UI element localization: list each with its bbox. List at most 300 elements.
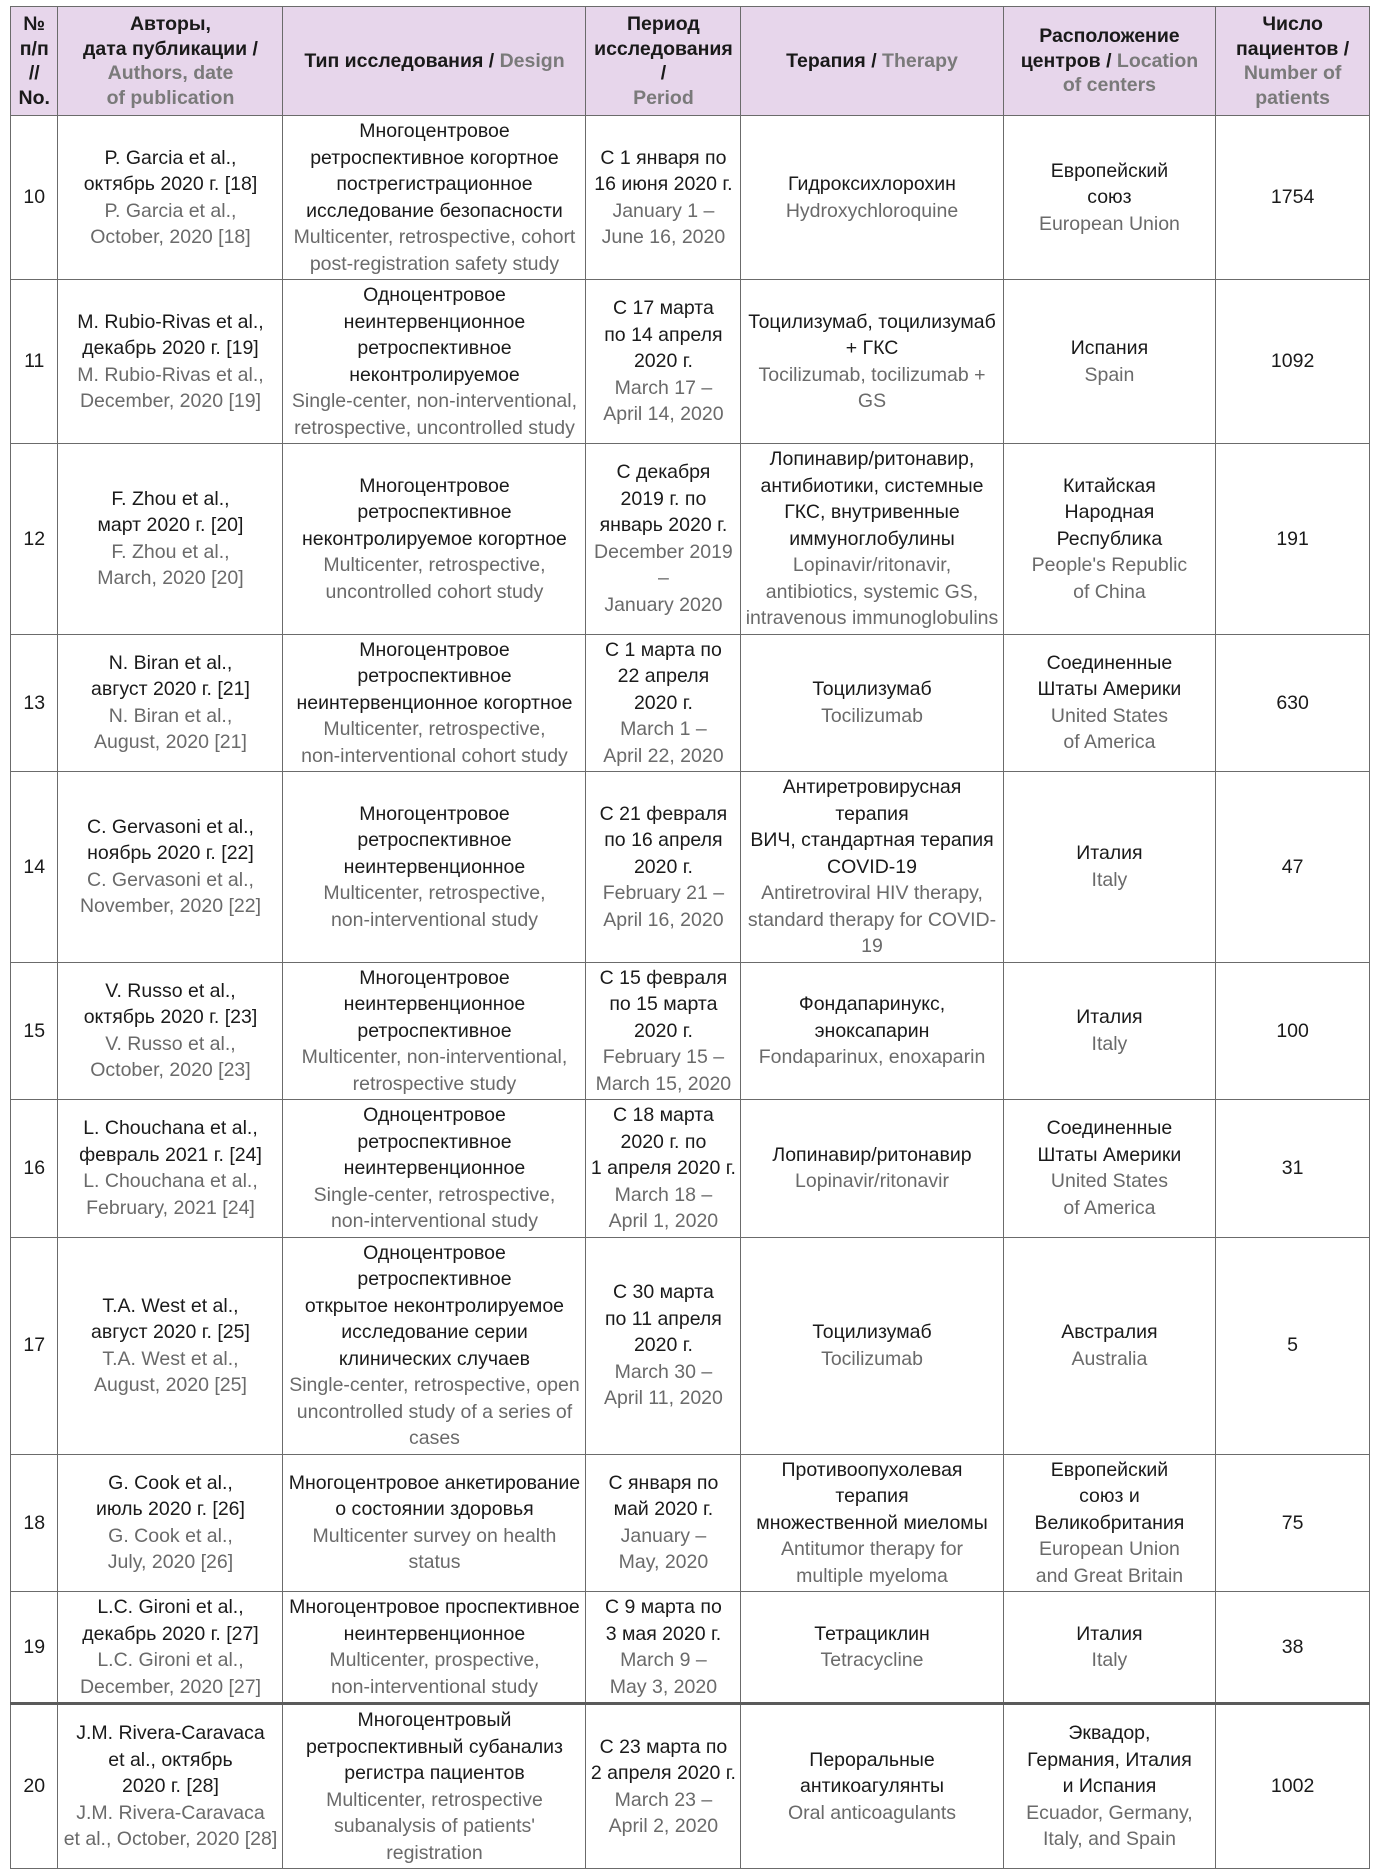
cell-design: [283, 116, 586, 280]
cell-patients-value: 47: [1281, 855, 1304, 878]
cell-patients: [1216, 444, 1370, 635]
cell-no-value: 13: [23, 691, 46, 714]
cell-patients: [1216, 1592, 1370, 1704]
cell-authors-en-line: L.C. Gironi et al.,: [97, 1649, 244, 1671]
cell-therapy-ru-line: иммуноглобулины: [789, 527, 955, 550]
cell-location: [1003, 1454, 1216, 1592]
header-design-ru: Тип исследования /: [304, 49, 495, 72]
cell-period-ru-line: 16 июня 2020 г.: [594, 173, 733, 195]
cell-location-ru-line: Испания: [1070, 337, 1149, 359]
cell-therapy-ru-line: Тоцилизумаб: [812, 1321, 932, 1343]
cell-therapy-ru-line: Фондапаринукс,: [798, 993, 946, 1015]
cell-location-en-line: Australia: [1071, 1347, 1148, 1370]
cell-location: [1003, 1100, 1216, 1238]
cell-period-en-line: April 22, 2020: [603, 744, 724, 767]
cell-authors-ru-line: L.C. Gironi et al.,: [97, 1596, 244, 1618]
cell-authors: [58, 962, 283, 1100]
cell-therapy-en-line: Tocilizumab, tocilizumab + GS: [758, 363, 986, 412]
cell-period-ru-line: 2020 г.: [633, 1019, 693, 1042]
cell-authors-en-line: July, 2020 [26]: [107, 1551, 234, 1574]
cell-authors-en-line: N. Biran et al.,: [108, 704, 233, 727]
cell-patients: [1216, 962, 1370, 1100]
table-row: [11, 280, 1370, 444]
cell-no-value: 20: [23, 1775, 46, 1798]
cell-authors-ru-line: L. Chouchana et al.,: [83, 1117, 258, 1140]
cell-authors-ru-line: август 2020 г. [25]: [91, 1321, 250, 1343]
cell-period-ru-line: С 30 марта: [612, 1281, 714, 1304]
cell-design-en-line: uncontrolled cohort study: [325, 580, 544, 603]
cell-design-ru-line: ретроспективное: [357, 501, 512, 523]
cell-therapy: [741, 1237, 1003, 1454]
cell-period-ru-line: С 23 марта по: [599, 1735, 728, 1758]
cell-period-en-line: March 23 –: [614, 1788, 713, 1811]
cell-therapy-en-line: antibiotics, systemic GS,: [765, 580, 979, 603]
cell-design-en-line: retrospective study: [352, 1072, 517, 1095]
cell-design-ru-line: клинических случаев: [338, 1347, 531, 1370]
table-row: [11, 116, 1370, 280]
table-row: [11, 1592, 1370, 1704]
cell-no: [11, 1592, 58, 1704]
cell-patients: [1216, 634, 1370, 772]
cell-location: [1003, 1592, 1216, 1704]
cell-therapy: [741, 1592, 1003, 1704]
cell-patients: [1216, 116, 1370, 280]
cell-design-en-line: Single-center, retrospective,: [313, 1183, 556, 1206]
cell-authors-en-line: V. Russo et al.,: [105, 1032, 236, 1055]
cell-location: [1003, 634, 1216, 772]
cell-period-ru-line: С 1 марта по: [605, 638, 722, 661]
cell-authors: [58, 1237, 283, 1454]
cell-period-en-line: February 15 –: [602, 1046, 725, 1068]
cell-location-ru-line: Китайская: [1063, 474, 1156, 497]
cell-period-ru-line: 2020 г.: [633, 350, 693, 373]
header-authors-ru: дата публикации /: [82, 37, 258, 60]
cell-no-value: 11: [24, 350, 45, 373]
cell-location-en-line: and Great Britain: [1035, 1564, 1184, 1587]
header-design: [283, 7, 586, 116]
cell-patients-value: 630: [1276, 691, 1309, 714]
cell-location-ru-line: Штаты Америки: [1037, 678, 1182, 701]
cell-authors-en-line: August, 2020 [21]: [94, 731, 247, 754]
cell-patients: [1216, 1454, 1370, 1592]
cell-authors-ru-line: M. Rubio-Rivas et al.,: [77, 310, 264, 333]
cell-location-en-line: People's Republic: [1031, 554, 1188, 576]
cell-design-ru-line: пострегистрационное: [336, 173, 533, 195]
cell-authors-en-line: G. Cook et al.,: [108, 1524, 233, 1547]
cell-patients-value: 75: [1281, 1511, 1304, 1534]
cell-no-value: 17: [23, 1334, 46, 1357]
cell-no: [11, 1454, 58, 1592]
cell-period-en-line: January 1 –: [612, 199, 715, 222]
cell-patients-value: 100: [1276, 1019, 1309, 1042]
cell-therapy-en-line: Fondaparinux, enoxaparin: [758, 1046, 986, 1068]
cell-design-en-line: uncontrolled study of a series of: [296, 1400, 573, 1423]
cell-design-ru-line: ретроспективное когортное: [310, 146, 559, 169]
cell-design-en-line: Single-center, retrospective, open: [289, 1374, 580, 1396]
cell-no-value: 10: [23, 186, 46, 209]
table-header: [11, 7, 1370, 116]
cell-design-en-line: cases: [408, 1427, 460, 1449]
cell-authors-ru-line: C. Gervasoni et al.,: [87, 815, 254, 838]
cell-period-ru-line: С 21 февраля: [599, 802, 728, 825]
header-location-ru: центров /: [1020, 49, 1112, 72]
cell-authors-en-line: J.M. Rivera-Caravaca: [76, 1801, 265, 1824]
cell-location-ru-line: Европейский: [1050, 1458, 1169, 1481]
header-period: [586, 7, 741, 116]
cell-authors-ru-line: июль 2020 г. [26]: [96, 1498, 245, 1521]
cell-period-ru-line: 2 апреля 2020 г.: [590, 1762, 736, 1784]
cell-location-en-line: Ecuador, Germany,: [1026, 1801, 1193, 1824]
header-no-ru: №: [23, 13, 46, 35]
cell-location-ru-line: Народная: [1064, 501, 1155, 523]
table-body: [11, 116, 1370, 1869]
cell-location-ru-line: Италия: [1076, 1622, 1143, 1645]
cell-design-ru-line: регистра пациентов: [344, 1762, 525, 1784]
cell-location-en-line: Italy, and Spain: [1042, 1828, 1176, 1851]
cell-therapy-ru-line: Тоцилизумаб: [812, 678, 932, 701]
cell-period-en-line: May 3, 2020: [609, 1675, 718, 1698]
cell-no: [11, 444, 58, 635]
cell-period: [586, 772, 741, 963]
header-period-ru: Период: [627, 13, 700, 35]
cell-design-ru-line: Многоцентровое: [359, 966, 510, 989]
cell-authors: [58, 1454, 283, 1592]
cell-authors-en-line: March, 2020 [20]: [97, 567, 244, 590]
cell-therapy-en-line: Hydroxychloroquine: [785, 199, 959, 222]
cell-therapy-ru-line: Тоцилизумаб, тоцилизумаб: [748, 310, 996, 333]
cell-therapy-ru-line: антикоагулянты: [800, 1775, 944, 1798]
header-authors-en: Authors, date: [107, 62, 234, 84]
cell-period-en-line: April 16, 2020: [603, 908, 724, 931]
cell-authors: [58, 1704, 283, 1869]
cell-location-en-line: Italy: [1091, 868, 1128, 891]
cell-patients-value: 31: [1281, 1157, 1304, 1179]
cell-no: [11, 634, 58, 772]
cell-authors-ru-line: март 2020 г. [20]: [97, 514, 244, 537]
cell-therapy-en-line: Oral anticoagulants: [787, 1801, 957, 1824]
cell-authors-en-line: December, 2020 [27]: [79, 1675, 261, 1698]
cell-period-ru-line: С 1 января по: [600, 146, 727, 169]
cell-period: [586, 634, 741, 772]
header-location-en: of centers: [1062, 74, 1157, 97]
cell-therapy-ru-line: Пероральные: [809, 1748, 935, 1771]
cell-therapy: [741, 444, 1003, 635]
cell-authors-en-line: October, 2020 [18]: [90, 226, 251, 248]
cell-patients: [1216, 1237, 1370, 1454]
cell-authors-ru-line: T.A. West et al.,: [102, 1294, 239, 1317]
cell-therapy-ru-line: ГКС, внутривенные: [784, 501, 960, 523]
cell-no: [11, 280, 58, 444]
cell-therapy-ru-line: эноксапарин: [814, 1019, 930, 1042]
cell-period-ru-line: С 9 марта по: [605, 1596, 722, 1618]
cell-patients-value: 5: [1287, 1334, 1299, 1357]
cell-design-ru-line: Многоцентровое: [359, 474, 510, 497]
cell-authors-ru-line: февраль 2021 г. [24]: [79, 1143, 262, 1166]
cell-authors-ru-line: октябрь 2020 г. [18]: [83, 173, 258, 195]
cell-authors-en-line: L. Chouchana et al.,: [83, 1170, 258, 1193]
cell-period-en-line: April 14, 2020: [603, 403, 724, 426]
cell-design-en-line: Multicenter, prospective,: [329, 1649, 540, 1671]
cell-design-ru-line: ретроспективное: [357, 1019, 512, 1042]
cell-location-ru-line: Европейский: [1050, 159, 1169, 182]
cell-location-en-line: Spain: [1084, 363, 1135, 386]
cell-period-en-line: March 15, 2020: [595, 1072, 732, 1095]
cell-no-value: 15: [23, 1019, 46, 1042]
header-period-ru: исследования /: [594, 37, 733, 84]
cell-location-ru-line: союз: [1087, 186, 1132, 209]
cell-design-ru-line: неинтервенционное: [343, 1622, 526, 1645]
cell-no: [11, 962, 58, 1100]
cell-authors-ru-line: 2020 г. [28]: [122, 1775, 219, 1798]
cell-design-ru-line: неинтервенционное когортное: [296, 691, 573, 714]
cell-design-ru-line: Одноцентровое ретроспективное: [357, 1104, 512, 1153]
cell-location: [1003, 116, 1216, 280]
cell-design-en-line: subanalysis of patients' registration: [333, 1815, 535, 1864]
cell-authors-ru-line: ноябрь 2020 г. [22]: [87, 842, 254, 865]
cell-period: [586, 1100, 741, 1238]
cell-therapy-en-line: Antitumor therapy for: [780, 1538, 964, 1560]
cell-patients-value: 191: [1276, 527, 1309, 550]
cell-therapy-en-line: intravenous immunoglobulins: [745, 607, 999, 629]
cell-period-en-line: May, 2020: [618, 1551, 709, 1574]
cell-therapy-en-line: Antiretroviral HIV therapy,: [761, 882, 983, 904]
cell-period-ru-line: январь 2020 г.: [599, 514, 728, 537]
cell-location-ru-line: Эквадор,: [1068, 1722, 1151, 1745]
cell-location-ru-line: Великобритания: [1034, 1511, 1185, 1534]
cell-authors-en-line: November, 2020 [22]: [79, 895, 261, 918]
cell-patients-value: 1754: [1270, 186, 1315, 209]
cell-period-ru-line: 2020 г.: [633, 1334, 693, 1357]
cell-design-en-line: Multicenter, retrospective: [326, 1788, 543, 1811]
cell-therapy: [741, 1454, 1003, 1592]
cell-therapy-en-line: standard therapy for COVID-19: [747, 908, 997, 957]
cell-authors: [58, 1100, 283, 1238]
header-location-en: Location: [1116, 49, 1199, 72]
cell-location-ru-line: Италия: [1076, 842, 1143, 865]
header-patients: [1216, 7, 1370, 116]
cell-authors-en-line: et al., October, 2020 [28]: [63, 1828, 278, 1851]
header-therapy-en: Therapy: [882, 49, 958, 72]
cell-design-ru-line: Многоцентровое анкетирование: [288, 1471, 581, 1494]
cell-design: [283, 1592, 586, 1704]
cell-authors-en-line: October, 2020 [23]: [90, 1059, 251, 1082]
cell-period-ru-line: 22 апреля: [617, 665, 710, 687]
header-no-en: No.: [18, 86, 50, 109]
cell-design: [283, 1237, 586, 1454]
cell-authors-ru-line: N. Biran et al.,: [108, 651, 233, 674]
cell-authors: [58, 444, 283, 635]
cell-design-en-line: non-interventional study: [330, 908, 538, 931]
cell-authors-ru-line: G. Cook et al.,: [108, 1471, 233, 1494]
cell-patients: [1216, 280, 1370, 444]
cell-patients: [1216, 1704, 1370, 1869]
cell-design-en-line: non-interventional study: [330, 1675, 538, 1698]
cell-location: [1003, 1237, 1216, 1454]
cell-authors-en-line: December, 2020 [19]: [79, 390, 261, 412]
cell-location-ru-line: Австралия: [1061, 1321, 1158, 1343]
cell-design-ru-line: Одноцентровое: [363, 284, 506, 306]
cell-design-ru-line: ретроспективный субанализ: [305, 1735, 563, 1758]
cell-location-ru-line: Италия: [1076, 1006, 1143, 1029]
cell-period-en-line: April 2, 2020: [608, 1815, 719, 1837]
cell-therapy-en-line: Tocilizumab: [821, 1347, 923, 1370]
cell-location-en-line: Italy: [1091, 1649, 1128, 1671]
cell-authors-en-line: August, 2020 [25]: [94, 1374, 247, 1396]
cell-design: [283, 962, 586, 1100]
header-therapy: [741, 7, 1003, 116]
cell-authors: [58, 280, 283, 444]
table-row: [11, 1704, 1370, 1869]
cell-no-value: 19: [23, 1635, 46, 1658]
header-period-en: Period: [633, 86, 694, 109]
cell-no-value: 18: [23, 1511, 46, 1534]
cell-design-en-line: Multicenter, retrospective,: [323, 718, 546, 740]
cell-design: [283, 444, 586, 635]
cell-no: [11, 1237, 58, 1454]
cell-period-ru-line: по 15 марта: [609, 993, 718, 1015]
cell-location: [1003, 1704, 1216, 1869]
header-location-ru: Расположение: [1039, 25, 1180, 48]
cell-location-en-line: European Union: [1038, 1538, 1180, 1560]
cell-period: [586, 962, 741, 1100]
cell-location: [1003, 962, 1216, 1100]
cell-period-en-line: March 30 –: [614, 1360, 713, 1383]
cell-design: [283, 634, 586, 772]
cell-period: [586, 444, 741, 635]
header-location: [1003, 7, 1216, 116]
cell-therapy-ru-line: Гидроксихлорохин: [788, 173, 956, 195]
cell-period-ru-line: С декабря: [616, 461, 711, 484]
cell-therapy-ru-line: Лопинавир/ритонавир: [772, 1143, 972, 1166]
cell-period-ru-line: по 16 апреля: [604, 829, 723, 851]
header-location-line: [1008, 49, 1212, 74]
cell-period-en-line: March 17 –: [614, 376, 713, 399]
cell-therapy-en-line: Lopinavir/ritonavir,: [792, 554, 952, 576]
cell-no-value: 16: [23, 1157, 46, 1179]
cell-design-en-line: Multicenter, retrospective,: [323, 882, 546, 904]
cell-location-ru-line: Соединенные: [1046, 1117, 1173, 1140]
cell-design-ru-line: Многоцентровое проспективное: [289, 1596, 580, 1618]
cell-period-en-line: April 11, 2020: [603, 1387, 723, 1410]
cell-location: [1003, 280, 1216, 444]
cell-no: [11, 116, 58, 280]
cell-location-en-line: of China: [1073, 580, 1146, 603]
cell-period-en-line: March 9 –: [620, 1649, 707, 1671]
header-row: [11, 7, 1370, 116]
cell-location-en-line: United States: [1050, 704, 1168, 727]
cell-period-en-line: January 2020: [604, 593, 723, 616]
cell-period-en-line: March 18 –: [614, 1183, 713, 1206]
cell-design-en-line: post-registration safety study: [309, 252, 560, 275]
cell-design-ru-line: ретроспективное: [357, 665, 512, 687]
cell-therapy-ru-line: Противоопухолевая терапия: [781, 1458, 963, 1507]
cell-design-ru-line: Многоцентровое: [359, 120, 510, 142]
cell-therapy: [741, 1704, 1003, 1869]
cell-period-en-line: January –: [620, 1524, 707, 1547]
cell-design: [283, 1704, 586, 1869]
cell-location-ru-line: и Испания: [1062, 1775, 1157, 1798]
cell-period-en-line: June 16, 2020: [601, 226, 726, 248]
cell-design: [283, 280, 586, 444]
table-row: [11, 1237, 1370, 1454]
cell-design: [283, 1454, 586, 1592]
cell-therapy-ru-line: множественной миеломы: [756, 1511, 988, 1534]
cell-authors-ru-line: P. Garcia et al.,: [104, 146, 237, 169]
cell-period-en-line: December 2019 –: [594, 540, 733, 590]
cell-period-ru-line: С 17 марта: [612, 297, 714, 320]
table-row: [11, 962, 1370, 1100]
cell-design-ru-line: неинтервенционное: [343, 993, 526, 1015]
cell-location-en-line: of America: [1063, 1196, 1156, 1219]
header-no: [11, 7, 58, 116]
cell-design-ru-line: Многоцентровое: [359, 638, 510, 661]
cell-patients: [1216, 1100, 1370, 1238]
cell-location-ru-line: союз и: [1079, 1485, 1140, 1507]
cell-design-ru-line: ретроспективное: [357, 337, 512, 359]
header-therapy-ru: Терапия /: [786, 49, 877, 72]
cell-location-ru-line: Республика: [1056, 527, 1163, 550]
cell-design-ru-line: неконтролируемое: [349, 363, 520, 386]
cell-design-ru-line: о состоянии здоровья: [335, 1498, 534, 1521]
cell-period-ru-line: 2020 г.: [633, 691, 693, 714]
table-row: [11, 1100, 1370, 1238]
cell-location-ru-line: Германия, Италия: [1027, 1748, 1192, 1771]
cell-location: [1003, 444, 1216, 635]
cell-no: [11, 1100, 58, 1238]
cell-therapy: [741, 772, 1003, 963]
cell-location-en-line: of America: [1063, 731, 1156, 754]
cell-patients-value: 1092: [1270, 350, 1315, 373]
cell-design-en-line: Multicenter, retrospective, cohort: [293, 226, 576, 248]
cell-period-ru-line: С 15 февраля: [599, 966, 728, 989]
cell-design-ru-line: Одноцентровое ретроспективное: [357, 1241, 512, 1290]
cell-authors-ru-line: et al., октябрь: [108, 1748, 233, 1771]
cell-no: [11, 1704, 58, 1869]
header-authors-en: of publication: [106, 86, 235, 109]
cell-design-en-line: retrospective, uncontrolled study: [294, 416, 575, 439]
cell-period: [586, 1237, 741, 1454]
cell-authors: [58, 116, 283, 280]
cell-design-ru-line: неконтролируемое когортное: [302, 527, 567, 550]
cell-no-value: 14: [23, 855, 46, 878]
header-patients-ru: пациентов /: [1235, 37, 1350, 60]
cell-authors: [58, 1592, 283, 1704]
cell-period: [586, 1454, 741, 1592]
cell-therapy-en-line: Lopinavir/ritonavir: [795, 1170, 949, 1193]
cell-design-en-line: Multicenter survey on health status: [312, 1524, 557, 1574]
cell-design-ru-line: неинтервенционное: [343, 1157, 526, 1179]
table-row: [11, 1454, 1370, 1592]
cell-period-en-line: April 1, 2020: [608, 1210, 719, 1232]
cell-period-ru-line: 3 мая 2020 г.: [605, 1622, 722, 1645]
cell-design-en-line: Multicenter, non-interventional,: [301, 1046, 568, 1068]
cell-design-ru-line: неинтервенционное: [343, 310, 526, 333]
header-authors-ru: Авторы,: [129, 13, 211, 35]
cell-therapy-en-line: Tetracycline: [820, 1649, 924, 1671]
cell-location-en-line: Italy: [1091, 1032, 1128, 1055]
cell-period-ru-line: 2020 г.: [633, 855, 693, 878]
cell-authors-ru-line: октябрь 2020 г. [23]: [83, 1006, 258, 1029]
cell-therapy: [741, 280, 1003, 444]
cell-authors: [58, 772, 283, 963]
cell-design-ru-line: неинтервенционное: [343, 855, 526, 878]
cell-design-ru-line: исследование серии: [341, 1321, 528, 1343]
cell-therapy: [741, 962, 1003, 1100]
cell-period-ru-line: 2020 г. по: [620, 1130, 707, 1153]
cell-design-ru-line: открытое неконтролируемое: [304, 1294, 565, 1317]
cell-authors-ru-line: август 2020 г. [21]: [91, 678, 250, 701]
cell-authors: [58, 634, 283, 772]
